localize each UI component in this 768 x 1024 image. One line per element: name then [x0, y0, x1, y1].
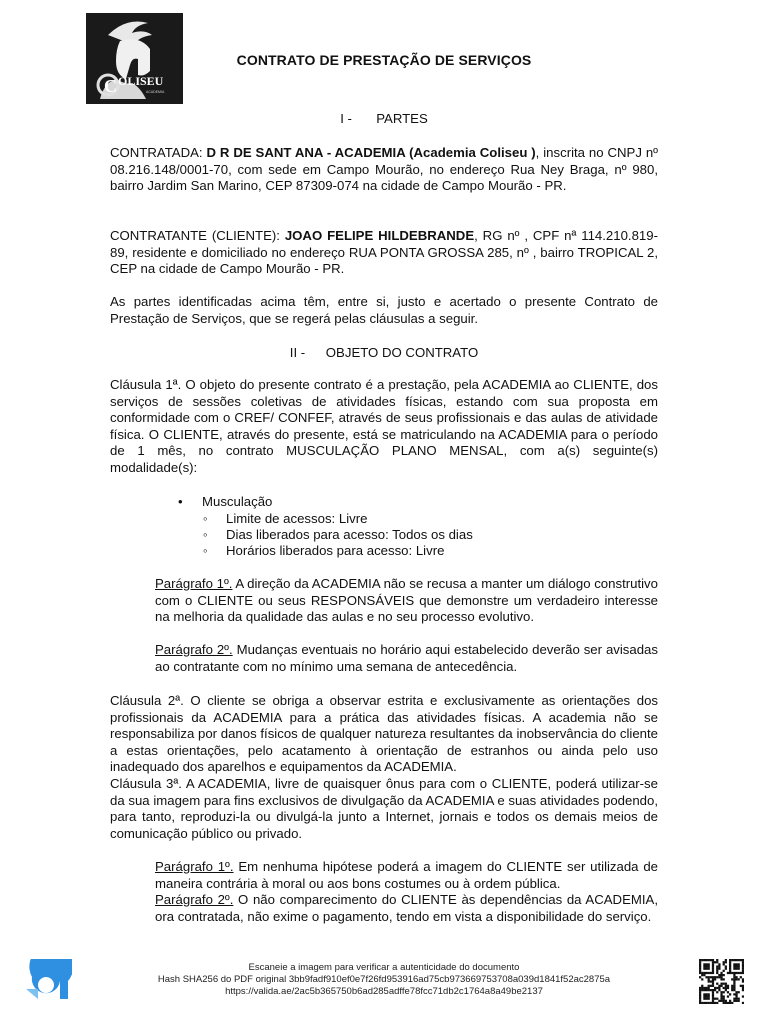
modalidade-item: Limite de acessos: Livre: [226, 511, 368, 526]
contratante-paragraph: CONTRATANTE (CLIENTE): JOAO FELIPE HILDEBRANDE, RG nº , CPF nª 114.210.819-89, residente e domiciliado no endereço RUA PONTA GROSSA 285, nº , bairro TROPICAL 2, CEP na cidade de Campo Mourão - PR.: [110, 228, 658, 276]
section-heading-objeto: II - OBJETO DO CONTRATO: [289, 345, 479, 360]
contratada-paragraph: CONTRATADA: D R DE SANT ANA - ACADEMIA (Academia Coliseu ), inscrita no CNPJ nº 08.216.148/0001-70, com sede em Campo Mourão, no endereço Rua Ney Braga, nº 980, bairro Jardim San Marino, CEP 87309-074 na cidade de Campo Mourão - PR.: [110, 145, 658, 193]
svg-text:ACADEMIA: ACADEMIA: [146, 90, 165, 94]
svg-text:C: C: [104, 76, 117, 96]
sub-bullet-icon: ◦: [203, 543, 208, 558]
partes-paragraph: As partes identificadas acima têm, entre si, justo e acertado o presente Contrato de Prestação de Serviços, que se regerá pelas cláusulas a seguir.: [110, 294, 658, 326]
modalidade-item: Dias liberados para acesso: Todos os dias: [226, 527, 473, 542]
modalidade-item: Horários liberados para acesso: Livre: [226, 543, 445, 558]
document-title: CONTRATO DE PRESTAÇÃO DE SERVIÇOS: [236, 52, 532, 68]
qr-code-icon[interactable]: [699, 959, 744, 1004]
clausula-1: Cláusula 1ª. O objeto do presente contrato é a prestação, pela ACADEMIA ao CLIENTE, dos serviços de sessões coletivas de atividades físicas, estando com sua proposta em conformidade com o CREF/ CONFEF, através de seus profissionais e das aulas de atividade física. O CLIENTE, através do presente, está se matriculando na ACADEMIA para o período de 1 mês, no contrato MUSCULAÇÃO PLANO MENSAL, com a(s) seguinte(s) modalidade(s):: [110, 377, 658, 475]
footer-hash: Hash SHA256 do PDF original 3bb9fadf910ef0e7f26fd953916ad75cb973669753708a039d1841f52ac2875a: [157, 974, 611, 986]
section-heading-partes: I - PARTES: [340, 111, 428, 126]
clausula-3-paragrafo-1: Parágrafo 1º. Em nenhuma hipótese poderá a imagem do CLIENTE ser utilizada de maneira contrária à moral ou aos bons costumes ou à ordem pública.: [155, 859, 658, 891]
clausula-3: Cláusula 3ª. A ACADEMIA, livre de quaisquer ônus para com o CLIENTE, poderá utilizar-se da sua imagem para fins exclusivos de divulgação da ACADEMIA e suas atividades podendo, para tanto, reproduzi-la ou divulgá-la junto a Internet, jornais e todos os demais meios de comunicação público ou privado.: [110, 776, 658, 841]
clausula-1-paragrafo-1: Parágrafo 1º. A direção da ACADEMIA não se recusa a manter um diálogo construtivo com o CLIENTE ou seus RESPONSÁVEIS que demonstre um verdadeiro interesse na melhoria da qualidade das aulas e no seu processo evolutivo.: [155, 576, 658, 624]
svg-text:OLISEU: OLISEU: [118, 74, 164, 88]
sub-bullet-icon: ◦: [203, 511, 208, 526]
footer-line-1: Escaneie a imagem para verificar a autenticidade do documento: [248, 962, 520, 973]
clausula-2: Cláusula 2ª. O cliente se obriga a observar estrita e exclusivamente as orientações dos profissionais da ACADEMIA para a prática das atividades físicas. A academia não se responsabiliza por danos físicos de qualquer natureza resultantes da inobservância do cliente a estas orientações, pelo acatamento à orientação de estranhos ou ainda pelo uso inadequado dos aparelhos e equipamentos da ACADEMIA.: [110, 693, 658, 774]
bullet-icon: •: [178, 494, 183, 509]
clausula-1-paragrafo-2: Parágrafo 2º. Mudanças eventuais no horário aqui estabelecido deverão ser avisadas ao contratante com no mínimo uma semana de antecedência.: [155, 642, 658, 674]
validation-footer: [0, 962, 768, 999]
footer-validation-link[interactable]: https://valida.ae/2ac5b365750b6ad285adffe78fcc71db2c1764a8a49be2137: [225, 986, 543, 998]
clausula-3-paragrafo-2: Parágrafo 2º. O não comparecimento do CLIENTE às dependências da ACADEMIA, ora contratada, não exime o pagamento, tendo em vista a disponibilidade do serviço.: [155, 892, 658, 924]
modalidade-name: Musculação: [202, 494, 273, 509]
sub-bullet-icon: ◦: [203, 527, 208, 542]
